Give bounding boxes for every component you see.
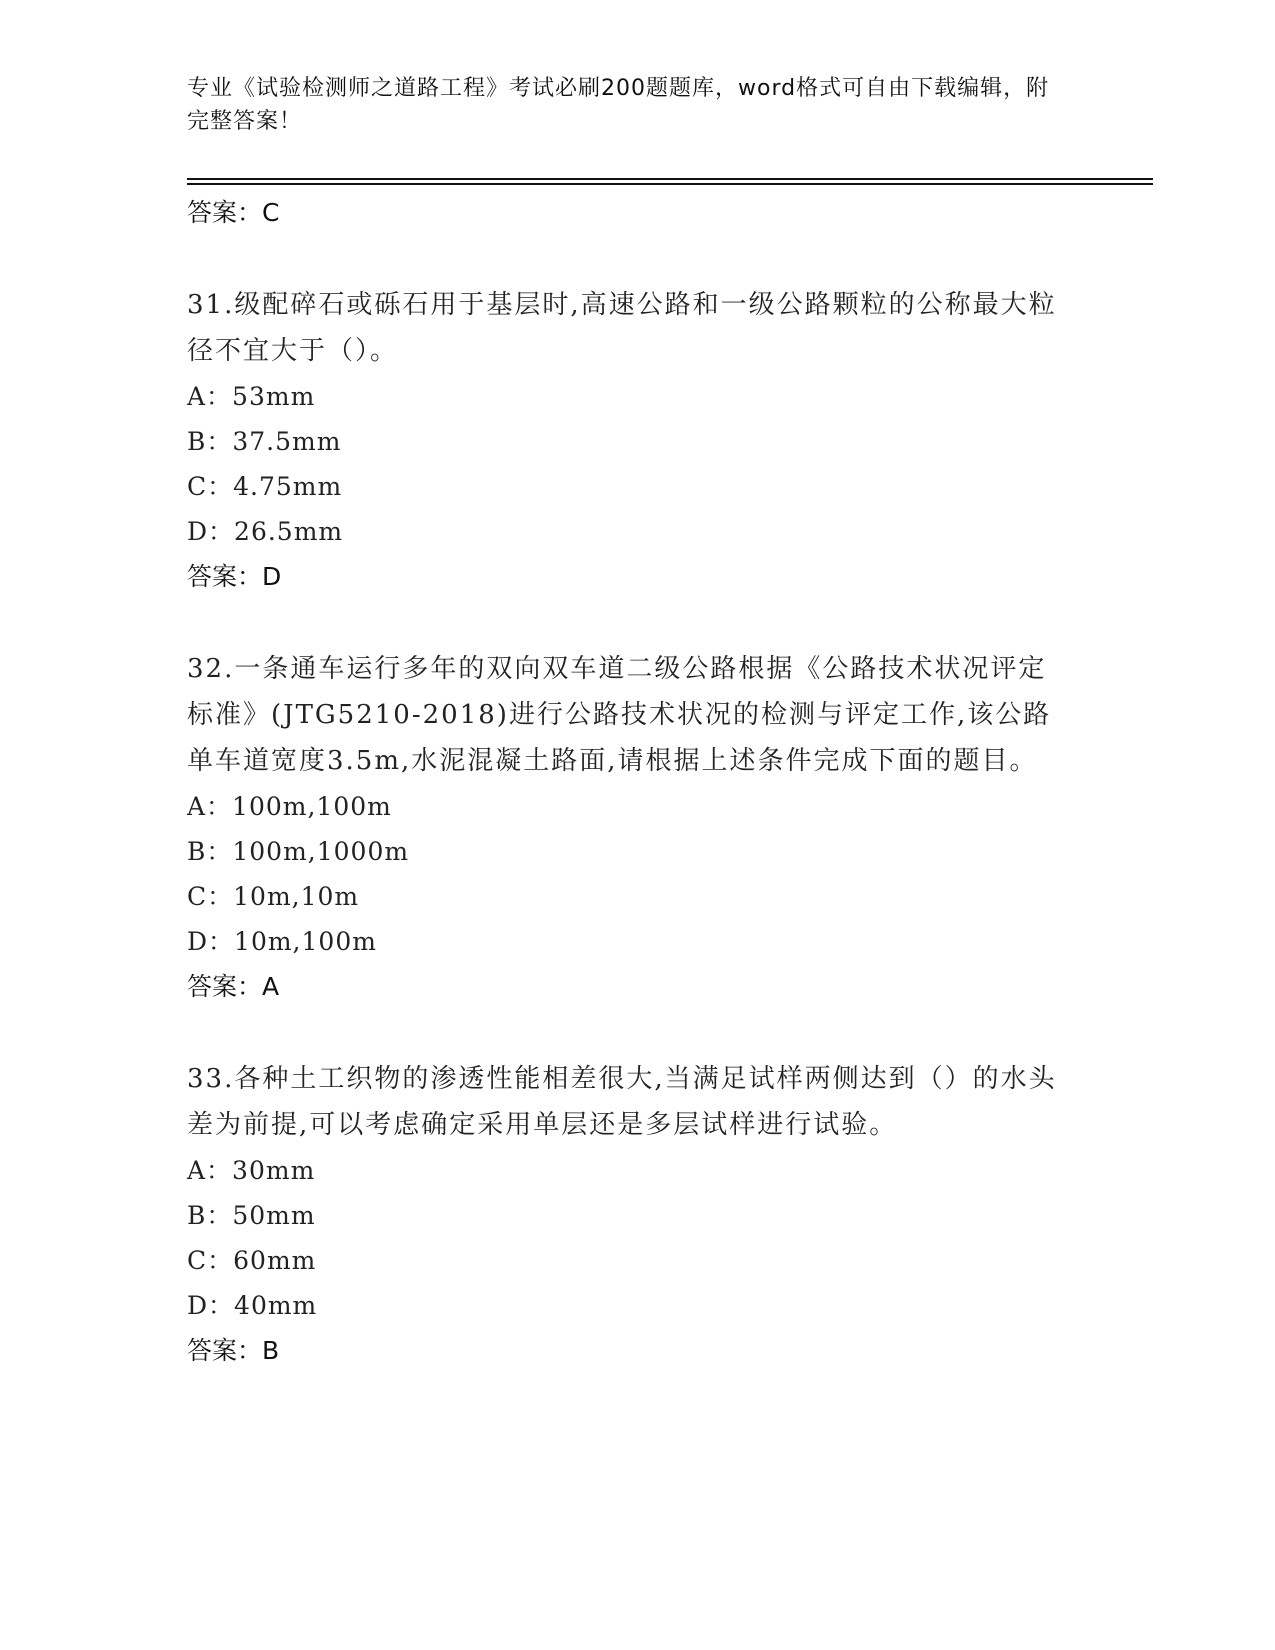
- option-a: A：100m,100m: [187, 792, 392, 821]
- option-b: B：37.5mm: [187, 427, 342, 456]
- option-b: B：100m,1000m: [187, 837, 410, 866]
- question-stem: 31.级配碎石或砾石用于基层时,高速公路和一级公路颗粒的公称最大粒径不宜大于（）。: [187, 290, 1057, 366]
- option-a: A：53mm: [187, 382, 316, 411]
- option-a: A：30mm: [187, 1156, 316, 1185]
- question-stem: 32.一条通车运行多年的双向双车道二级公路根据《公路技术状况评定标准》(JTG5210-2018)进行公路技术状况的检测与评定工作,该公路单车道宽度3.5m,水泥混凝土路面,请根据上述条件完成下面的题目。: [187, 654, 1052, 776]
- option-d: D：10m,100m: [187, 927, 377, 956]
- header-divider-top: [187, 178, 1153, 180]
- spacer: [187, 600, 1087, 646]
- question-item: [187, 646, 1087, 1010]
- question-stem: 33.各种土工织物的渗透性能相差很大,当满足试样两侧达到（）的水头差为前提,可以考虑确定采用单层还是多层试样进行试验。: [187, 1064, 1057, 1140]
- question-list: [187, 190, 1087, 1374]
- question-answer: 答案：B: [187, 1336, 280, 1365]
- option-c: C：10m,10m: [187, 882, 360, 911]
- document-header-title: 专业《试验检测师之道路工程》考试必刷200题题库，word格式可自由下载编辑，附完整答案！: [187, 76, 1050, 134]
- option-d: D：26.5mm: [187, 517, 344, 546]
- question-answer: 答案：D: [187, 562, 282, 591]
- question-item: [187, 282, 1087, 600]
- question-item: [187, 1056, 1087, 1374]
- header-divider-bottom: [187, 183, 1153, 185]
- spacer: [187, 236, 1087, 282]
- option-c: C：60mm: [187, 1246, 317, 1275]
- previous-answer: 答案：C: [187, 198, 280, 227]
- option-c: C：4.75mm: [187, 472, 343, 501]
- option-d: D：40mm: [187, 1291, 318, 1320]
- spacer: [187, 1010, 1087, 1056]
- question-answer: 答案：A: [187, 972, 280, 1001]
- option-b: B：50mm: [187, 1201, 316, 1230]
